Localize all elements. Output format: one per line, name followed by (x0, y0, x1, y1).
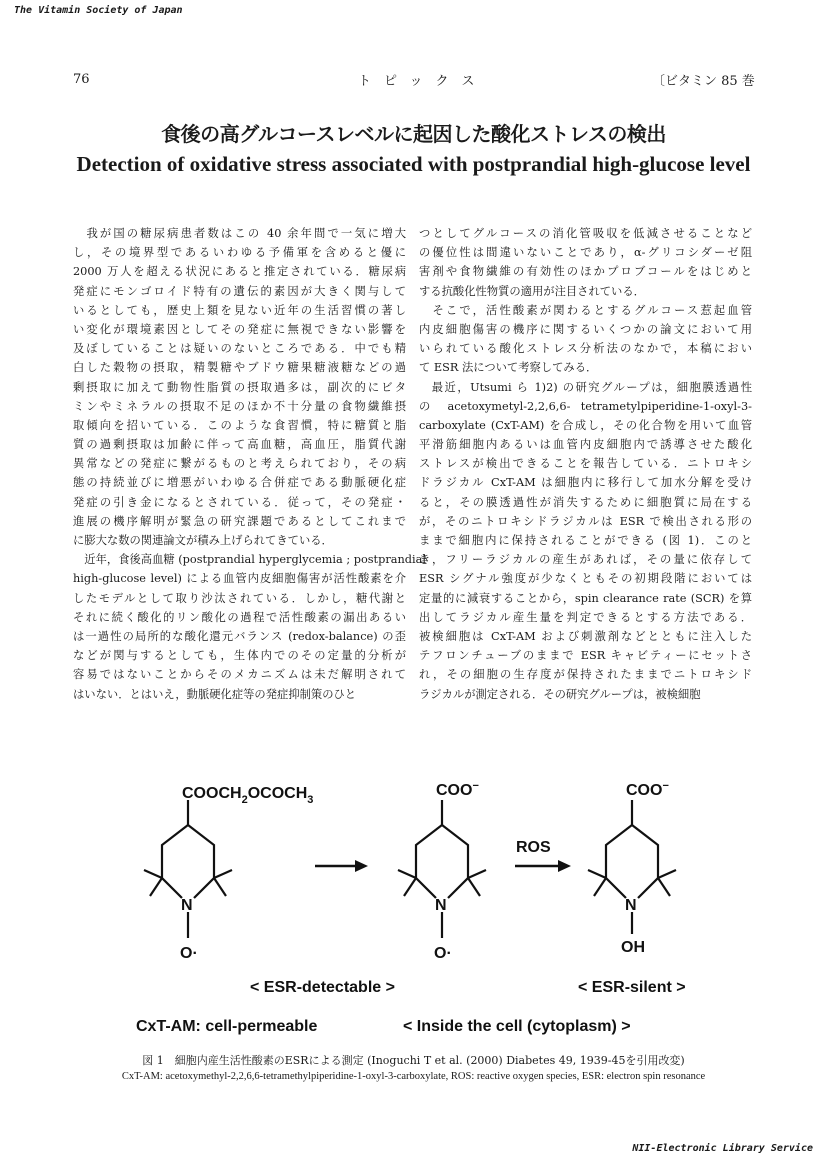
text-line: 質の過剰摂取は加齢に伴って高血糖，高血圧，脂質代謝 (73, 438, 406, 452)
section-title: トピックス (358, 74, 488, 89)
text-line: 発症にモンゴロイド特有の遺伝的素因が大きく関与して (73, 284, 406, 298)
text-line: つとしてグルコースの消化管吸収を低減させることなど (419, 227, 752, 240)
mol3-nitrogen: N (625, 897, 637, 914)
text-line: ドラジカル CxT-AM は細胞内に移行して加水分解を受け (419, 476, 752, 490)
text-line: そこで，活性酸素が関わるとするグルコース惹起血管 (419, 303, 752, 317)
text-line: ESR シグナル強度が少なくともその初期段階においては (419, 572, 752, 586)
text-line: 最近，Utsumi ら 1)2) の研究グループは，細胞膜透過性 (419, 380, 752, 394)
text-line: いられている酸化ストレス分析法のなかで，本稿におい (419, 342, 752, 356)
mol2-oxygen-radical: O· (434, 945, 452, 962)
text-line: の acetoxymetyl-2,2,6,6- tetrametylpiperidine-1-oxyl-3- (419, 399, 752, 413)
esr-detectable-label: < ESR-detectable > (250, 979, 395, 996)
text-line: き，フリーラジカルの産生があれば，その量に依存して (419, 553, 752, 567)
body-column-right (419, 224, 752, 704)
text-line: 剰摂取に加えて動物性脂質の摂取過多は，副次的にビタ (73, 380, 406, 394)
text-line: ストレスが検出できることを報告している．ニトロキシ (419, 457, 752, 471)
text-line: 害剤や食物繊維の有効性のほかプロブコールをはじめと (419, 265, 752, 279)
cell-permeable-label: CxT-AM: cell-permeable (136, 1018, 318, 1035)
text-line: 我が国の糖尿病患者数はこの 40 余年間で一気に増大 (73, 227, 406, 240)
text-line: 取傾向を招いている．このような食習慣，特に糖質と脂 (73, 418, 406, 432)
text-line: て ESR 法について考察してみる． (419, 361, 598, 375)
text-line: 被検細胞は CxT-AM および刺激剤などとともに注入した (419, 629, 752, 643)
inside-cell-label: < Inside the cell (cytoplasm) > (403, 1018, 631, 1035)
text-line: 定量的に減衰することから，spin clearance rate (SCR) を算 (419, 591, 752, 605)
text-line: に膨大な数の関連論文が積み上げられてきている． (73, 534, 333, 547)
text-line: 進展の機序解明が緊急の研究課題であるとしてこれまで (73, 514, 406, 528)
text-line: が，そのニトロキシドラジカルは ESR で検出される形の (419, 514, 752, 528)
text-line: 平滑筋細胞内あるいは血管内皮細胞内で誘導させた酸化 (419, 438, 752, 452)
library-footer: NII-Electronic Library Service (632, 1143, 813, 1154)
text-line: テフロンチューブのままで ESR キャビティーにセットさ (419, 649, 752, 663)
body-column-left (73, 224, 426, 704)
mol1-nitrogen: N (181, 897, 193, 914)
text-line: 及ぼしていることは疑いのないところである．中でも精 (73, 342, 406, 356)
text-line: ままで細胞内に保持されることができる (図 1)．このと (419, 534, 752, 547)
text-line: する抗酸化性物質の適用が注目されている． (419, 284, 645, 298)
text-line: れ，その細胞の生存度が保持されたままでニトロキシド (419, 668, 752, 682)
mol2-carboxylate: COO− (436, 780, 479, 799)
text-line: 近年，食後高血糖 (postprandial hyperglycemia ; postprandial (73, 553, 426, 567)
text-line: それに続く酸化的リン酸化の過程で活性酸素の漏出あるい (73, 610, 406, 624)
text-line: は一過性の局所的な酸化還元バランス (redox-balance) の歪 (73, 629, 406, 643)
text-line: いるとしても，歴史上類を見ない近年の生活習慣の著し (73, 303, 406, 317)
molecule-cxt-anion (398, 800, 486, 938)
text-line: 異常などの発症に繋がるものと考えられており，その病 (73, 457, 406, 471)
mol1-oxygen-radical: O· (180, 945, 198, 962)
journal-volume: 〔ビタミン 85 巻 (652, 74, 755, 89)
page-number: 76 (73, 72, 90, 87)
mol3-hydroxyl: OH (621, 939, 645, 956)
text-line: ミンやミネラルの摂取不足のほか不十分量の食物繊維摂 (73, 399, 406, 413)
arrow-1 (315, 860, 368, 872)
text-line: high-glucose level) による血管内皮細胞傷害が活性酸素を介 (73, 572, 406, 586)
text-line: などが関与するとしても，生体内でのその定量的分析が (73, 649, 406, 663)
text-line: し，その境界型であるいわゆる予備軍を含めると優に (73, 246, 406, 260)
ros-label: ROS (516, 839, 551, 856)
text-line: 発症の引き金になるとされている．従って，その発症・ (73, 495, 406, 509)
text-line: 内皮細胞傷害の機序に関するいくつかの論文において用 (419, 322, 752, 336)
mol3-carboxylate: COO− (626, 780, 669, 799)
text-line: 2000 万人を超える状況にあると推定されている．糖尿病 (73, 265, 406, 279)
text-line: 白した穀物の摂取，精製糖やブドウ糖果糖液糖などの過 (73, 361, 406, 375)
article-title-japanese: 食後の高グルコースレベルに起因した酸化ストレスの検出 (161, 122, 666, 146)
text-line: の優位性は間違いないことであり，α-グリコシダーゼ阻 (419, 246, 752, 260)
arrow-ros (515, 860, 571, 872)
figure-abbreviations: CxT-AM: acetoxymethyl-2,2,6,6-tetramethylpiperidine-1-oxyl-3-carboxylate, ROS: reactive oxygen species, ESR: electron spin resonance (121, 1071, 706, 1082)
figure-caption: 図 1 細胞内産生活性酸素のESRによる測定 (Inoguchi T et al. (2000) Diabetes 49, 1939-45を引用改変) (142, 1054, 685, 1067)
text-line: carboxylate (CxT-AM) を合成し，その化合物を用いて血管 (419, 418, 752, 432)
society-header: The Vitamin Society of Japan (14, 5, 183, 16)
mol2-nitrogen: N (435, 897, 447, 914)
text-line: ラジカルが測定される．その研究グループは，被検細胞 (419, 687, 701, 701)
text-line: 出してラジカル産生量を判定できるとする方法である． (419, 610, 752, 624)
molecule-cxt-am (144, 800, 232, 938)
text-line: ると，その膜透過性が消失するために細胞質に局在する (419, 495, 752, 509)
cxt-am-reaction-diagram (130, 770, 730, 1045)
text-line: したモデルとして取り沙汰されている．しかし，糖代謝と (73, 591, 406, 605)
esr-silent-label: < ESR-silent > (578, 979, 686, 996)
text-line: はいない．とはいえ，動脈硬化症等の発症抑制策のひと (73, 687, 357, 701)
article-title-english: Detection of oxidative stress associated with postprandial high-glucose level (76, 152, 751, 176)
text-line: い変化が環境素因としてその発症に無視できない影響を (73, 322, 406, 336)
mol1-substituent: $COOCH_2OCOCH_3$ (182, 785, 314, 806)
text-line: 容易ではないことからそのメカニズムは未だ解明されて (73, 668, 406, 682)
text-line: 態の持続並びに増悪がいわゆる合併症である動脈硬化症 (73, 476, 406, 490)
